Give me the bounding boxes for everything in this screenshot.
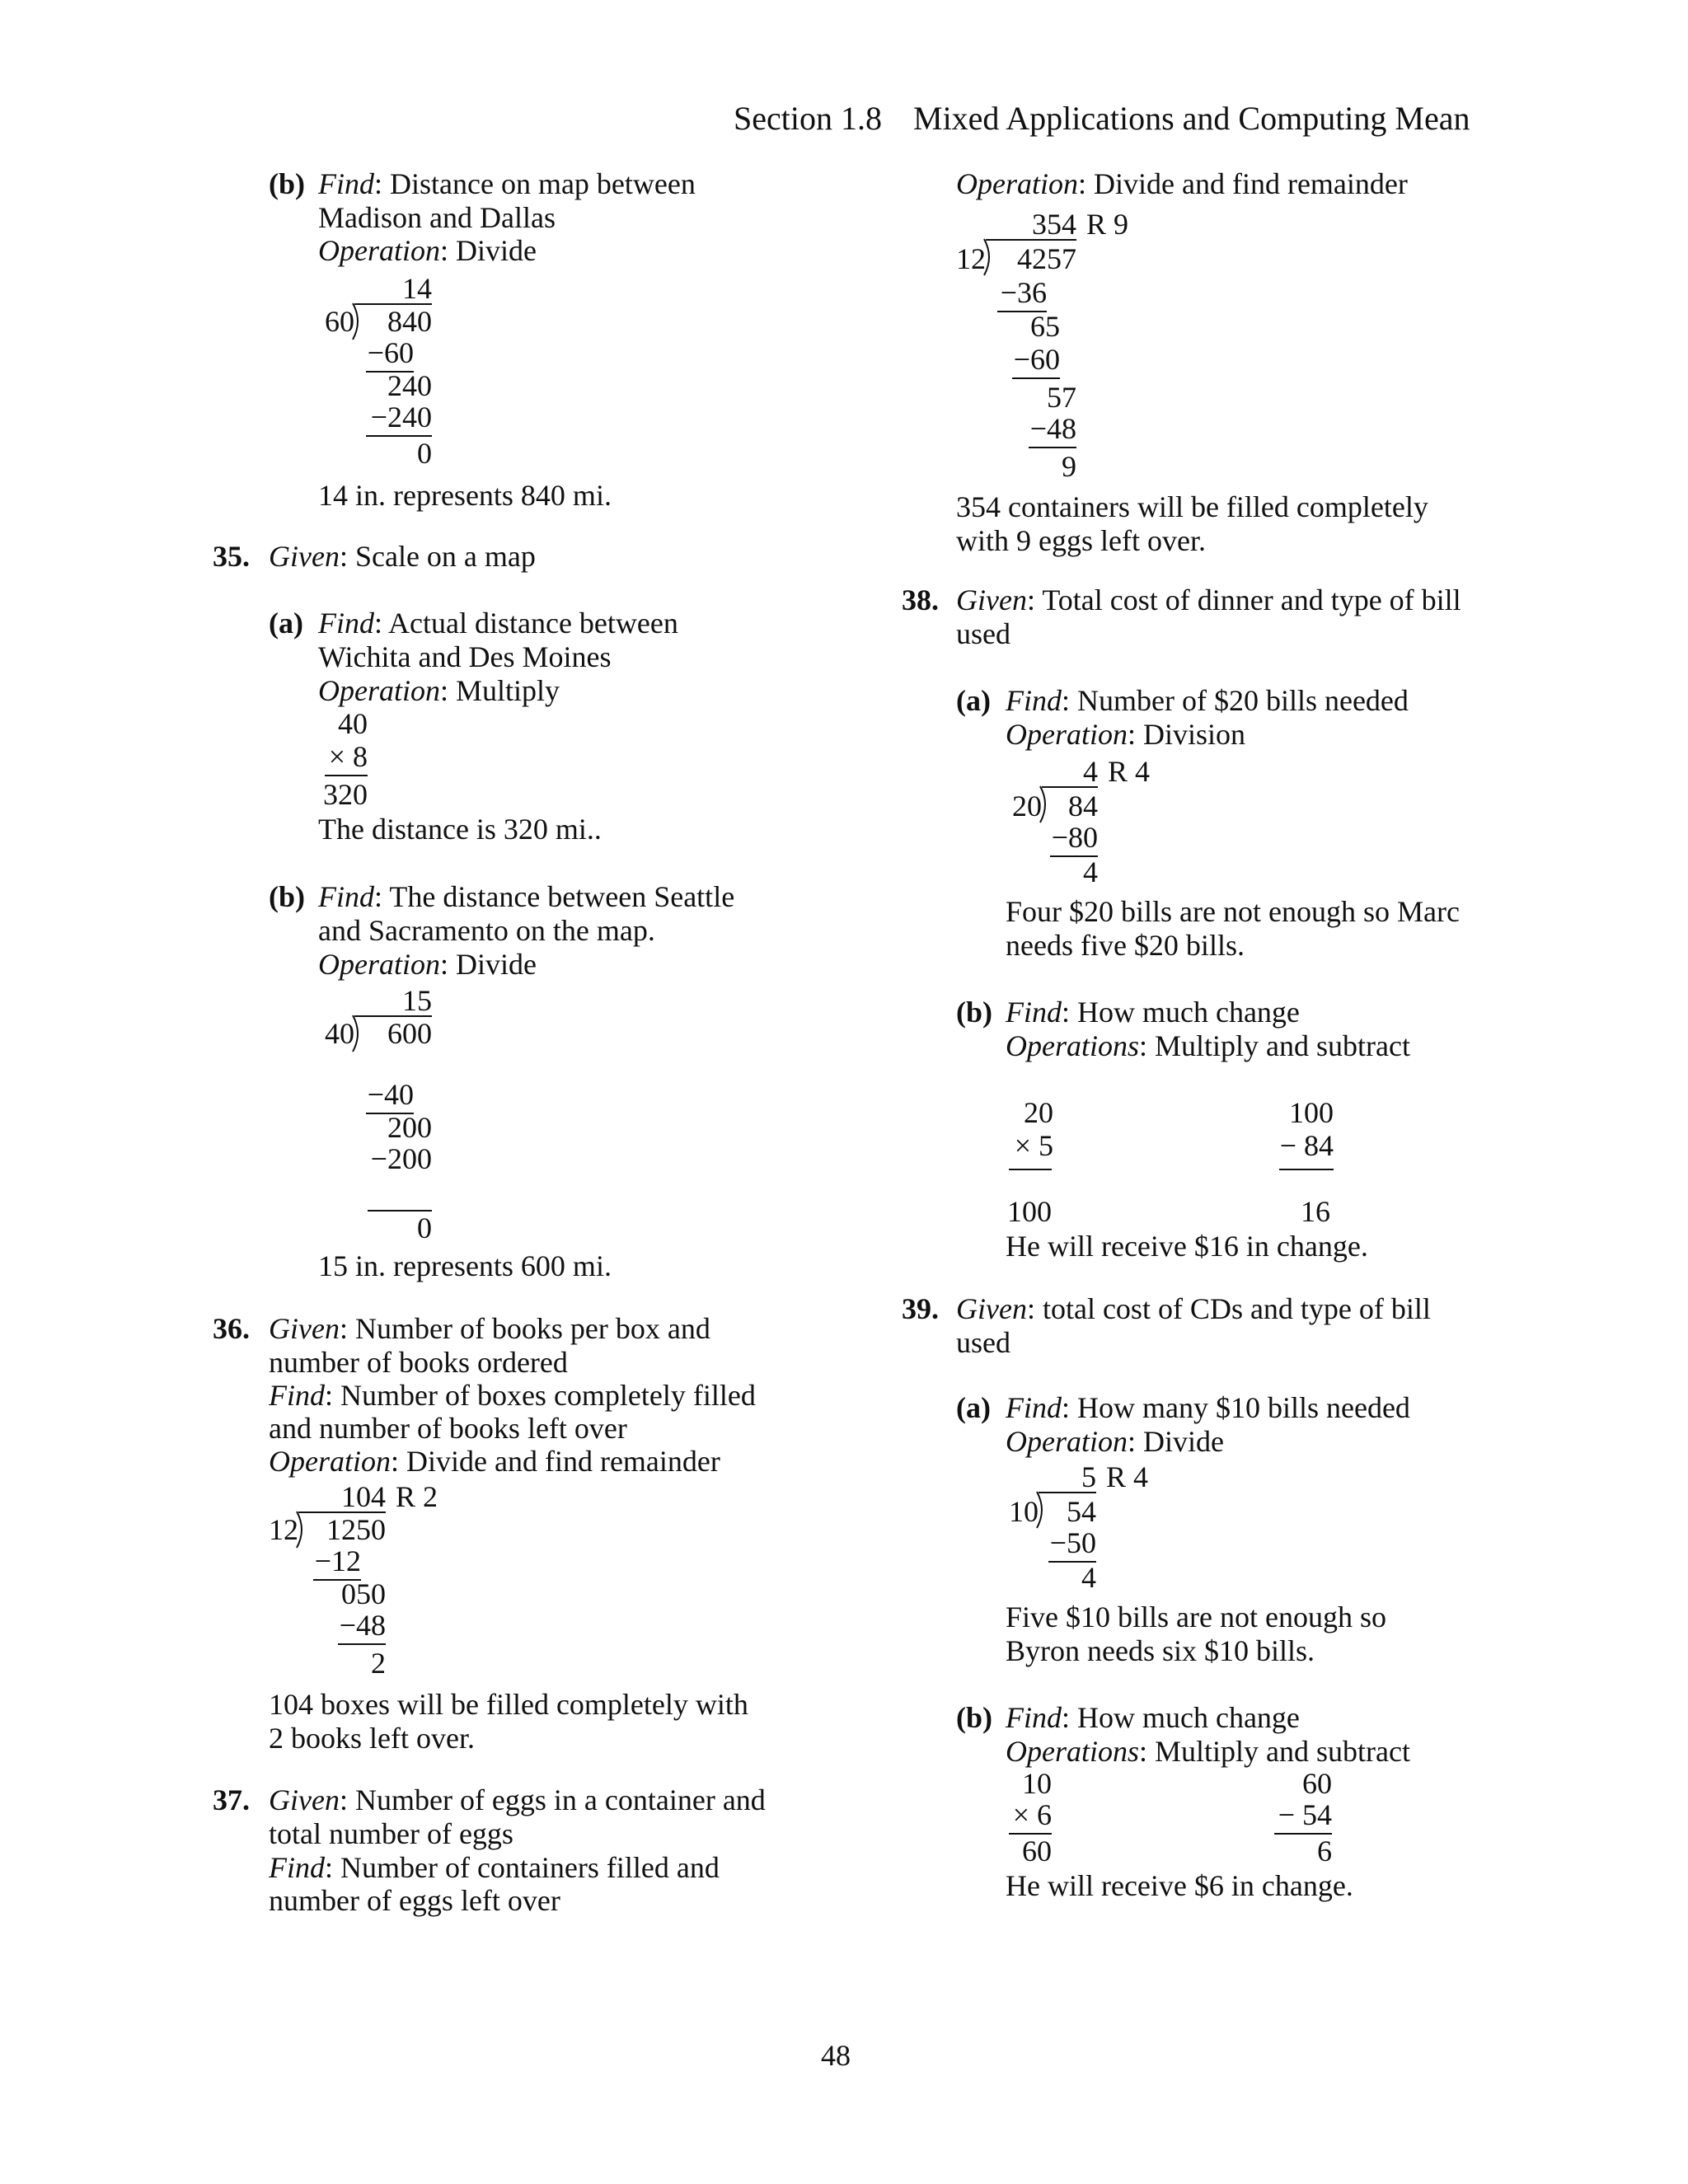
quotient: 104 xyxy=(341,1480,386,1513)
result-text-cont: with 9 eggs left over. xyxy=(956,524,1206,557)
result-text: 104 boxes will be filled completely with xyxy=(269,1688,748,1721)
factor: 10 xyxy=(1022,1767,1052,1800)
result-text-cont: 2 books left over. xyxy=(269,1722,475,1755)
dividend: 54 xyxy=(1067,1495,1096,1528)
operation-line: Operation: Divide xyxy=(318,234,537,267)
result-text: 15 in. represents 600 mi. xyxy=(318,1249,612,1282)
factor: × 6 xyxy=(1009,1800,1052,1835)
minuend: 60 xyxy=(1302,1767,1332,1800)
dividend: 4257 xyxy=(1017,242,1076,275)
given-line-cont: number of books ordered xyxy=(269,1346,568,1379)
result-text: He will receive $16 in change. xyxy=(1006,1230,1368,1263)
dividend: 840 xyxy=(387,305,432,338)
factor: × 8 xyxy=(325,742,368,776)
operation-line: Operation: Divide xyxy=(318,948,537,981)
find-line-cont: Wichita and Des Moines xyxy=(318,640,612,673)
part-label: (a) xyxy=(269,607,303,640)
product: 320 xyxy=(323,778,368,811)
operation-line: Operation: Divide and find remainder xyxy=(956,167,1408,200)
given-line: Given: Scale on a map xyxy=(269,540,536,573)
remainder: 4 xyxy=(1083,855,1098,888)
remainder: 4 xyxy=(1081,1561,1096,1594)
find-line: Find: How much change xyxy=(1006,996,1300,1029)
division-step: 57 xyxy=(1047,381,1076,414)
operation-line: Operation: Divide xyxy=(1006,1425,1224,1458)
part-label: (b) xyxy=(269,880,305,913)
dividend: 1250 xyxy=(326,1513,386,1546)
minuend: 100 xyxy=(1289,1096,1334,1129)
quotient: 354 xyxy=(1032,208,1076,241)
division-step: −240 xyxy=(366,402,432,437)
find-line: Find: Number of $20 bills needed xyxy=(1006,684,1409,717)
find-line: Find: Number of containers filled and xyxy=(269,1851,720,1884)
difference: 6 xyxy=(1317,1835,1332,1868)
difference: 16 xyxy=(1301,1195,1330,1228)
product: 100 xyxy=(1007,1195,1052,1228)
calc-line xyxy=(1009,1169,1052,1170)
divisor: 12 xyxy=(269,1513,298,1546)
find-line: Find: Number of boxes completely filled xyxy=(269,1379,756,1412)
part-label: (b) xyxy=(956,1701,992,1734)
divisor: 60 xyxy=(325,305,354,338)
problem-number: 35. xyxy=(213,540,250,573)
division-step: 65 xyxy=(1030,310,1060,343)
quotient-remainder: R 9 xyxy=(1086,208,1129,241)
quotient: 14 xyxy=(402,272,432,305)
factor: 40 xyxy=(338,707,368,740)
division-step: −48 xyxy=(338,1610,386,1645)
division-bar xyxy=(986,239,1076,241)
given-line: Given: Number of eggs in a container and xyxy=(269,1783,766,1816)
product: 60 xyxy=(1022,1835,1052,1868)
given-line-cont: used xyxy=(956,617,1010,650)
factor: 20 xyxy=(1024,1096,1053,1129)
quotient: 4 xyxy=(1083,755,1098,788)
given-line: Given: total cost of CDs and type of bill xyxy=(956,1292,1431,1325)
dividend: 84 xyxy=(1068,790,1098,823)
result-text: Four $20 bills are not enough so Marc xyxy=(1006,895,1460,928)
find-line-cont: and number of books left over xyxy=(269,1412,627,1445)
given-line-cont: used xyxy=(956,1326,1010,1359)
result-text-cont: Byron needs six $10 bills. xyxy=(1006,1634,1315,1667)
part-label: (a) xyxy=(956,684,991,717)
problem-number: 37. xyxy=(213,1783,250,1816)
find-line-cont: and Sacramento on the map. xyxy=(318,914,655,947)
result-text: 354 containers will be filled completely xyxy=(956,490,1428,523)
operation-line: Operations: Multiply and subtract xyxy=(1006,1029,1410,1062)
result-text-cont: needs five $20 bills. xyxy=(1006,929,1245,962)
quotient-remainder: R 2 xyxy=(396,1480,438,1513)
given-line: Given: Number of books per box and xyxy=(269,1312,710,1345)
quotient: 15 xyxy=(402,984,432,1017)
division-step: −48 xyxy=(1029,414,1076,448)
divisor: 10 xyxy=(1009,1495,1039,1528)
page-number: 48 xyxy=(821,2039,851,2072)
quotient-remainder: R 4 xyxy=(1106,1460,1149,1493)
dividend: 600 xyxy=(387,1017,432,1050)
subtrahend: − 54 xyxy=(1274,1800,1332,1835)
quotient: 5 xyxy=(1081,1460,1096,1493)
problem-number: 36. xyxy=(213,1312,250,1345)
given-line: Given: Total cost of dinner and type of bill xyxy=(956,583,1461,616)
section-title: Mixed Applications and Computing Mean xyxy=(913,100,1470,137)
part-label: (b) xyxy=(956,996,992,1029)
division-step: −36 xyxy=(997,278,1047,312)
remainder: 2 xyxy=(371,1647,386,1680)
remainder: 0 xyxy=(417,437,432,470)
find-line: Find: How many $10 bills needed xyxy=(1006,1391,1410,1424)
division-step: −60 xyxy=(1012,344,1060,379)
find-line: Find: How much change xyxy=(1006,1701,1300,1734)
operation-line: Operation: Division xyxy=(1006,718,1246,751)
division-step: −12 xyxy=(313,1546,361,1581)
result-text: 14 in. represents 840 mi. xyxy=(318,479,612,512)
divisor: 12 xyxy=(956,242,986,275)
result-text: Five $10 bills are not enough so xyxy=(1006,1601,1386,1633)
result-text: The distance is 320 mi.. xyxy=(318,813,602,846)
division-step: 050 xyxy=(341,1577,386,1610)
remainder: 9 xyxy=(1062,450,1076,483)
find-line: Find: Actual distance between xyxy=(318,607,678,640)
section-label: Section 1.8 xyxy=(734,100,882,137)
division-step: −80 xyxy=(1050,823,1098,857)
division-step: 200 xyxy=(387,1111,432,1144)
result-text: He will receive $6 in change. xyxy=(1006,1869,1353,1902)
calc-line xyxy=(1279,1169,1334,1170)
remainder: 0 xyxy=(417,1212,432,1244)
find-line: Find: The distance between Seattle xyxy=(318,880,735,913)
divisor: 40 xyxy=(325,1017,354,1050)
subtrahend: − 84 xyxy=(1279,1129,1334,1162)
problem-number: 39. xyxy=(902,1292,939,1325)
problem-number: 38. xyxy=(902,583,939,616)
find-line-cont: number of eggs left over xyxy=(269,1884,560,1917)
factor: × 5 xyxy=(1014,1129,1053,1162)
find-line-cont: Madison and Dallas xyxy=(318,201,556,234)
division-step: −60 xyxy=(366,338,414,373)
given-line-cont: total number of eggs xyxy=(269,1817,513,1850)
operation-line: Operation: Multiply xyxy=(318,674,560,707)
part-label: (b) xyxy=(269,167,305,200)
division-step: −40 xyxy=(366,1080,414,1114)
operation-line: Operation: Divide and find remainder xyxy=(269,1445,720,1478)
operation-line: Operations: Multiply and subtract xyxy=(1006,1735,1410,1768)
quotient-remainder: R 4 xyxy=(1108,755,1151,788)
part-label: (a) xyxy=(956,1391,991,1424)
divisor: 20 xyxy=(1012,790,1042,823)
find-line: Find: Distance on map between xyxy=(318,167,696,200)
division-step: −50 xyxy=(1048,1528,1096,1563)
division-step: −200 xyxy=(370,1142,432,1175)
division-step: 240 xyxy=(387,369,432,402)
